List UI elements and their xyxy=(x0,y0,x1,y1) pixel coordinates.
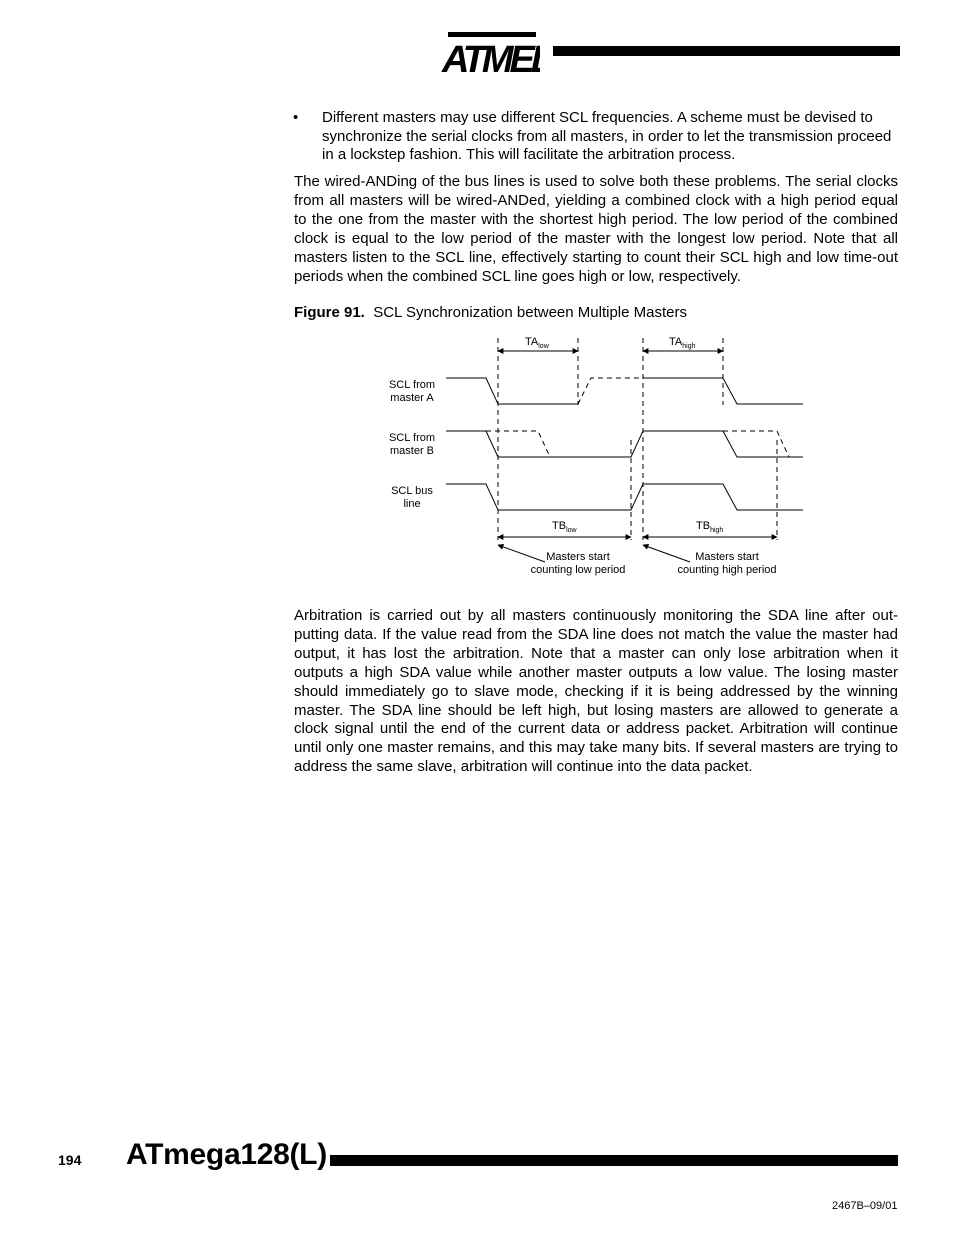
note-low-line-2: counting low period xyxy=(530,564,626,576)
note-low-pointer xyxy=(498,545,545,562)
signal-b-label-1: SCL from xyxy=(388,432,436,444)
signal-bus-line xyxy=(446,484,803,510)
signal-a-label-1: SCL from xyxy=(388,379,436,391)
body-paragraph-2: Arbitration is carried out by all masters continuously monitoring the SDA line after out-putting data. If the value read from the SDA line does not match the value the master had output, it has lost the arbitration. Note that a master can only lose arbitration when it outputs a high SDA value while another master outputs a low value. The losing master should immediately go to slave mode, checking if it is being addressed by the winning master. The SDA line should be left high, but losing masters are allowed to generate a clock signal until the end of the current data or address packet. Arbitration will continue until only one master remains, and this may take many bits. If several masters are trying to address the same slave, arbitration will continue into the data packet. xyxy=(294,607,898,776)
note-high-pointer xyxy=(643,545,690,562)
note-low-line-1: Masters start xyxy=(546,551,610,563)
bullet-symbol: • xyxy=(293,109,299,126)
signal-b-label-2: master B xyxy=(389,445,435,457)
figure-caption xyxy=(294,304,687,321)
ta-high-label: $TA_{high}$ xyxy=(669,336,696,350)
footer-rule xyxy=(330,1155,898,1166)
logo-text: ATMEL xyxy=(442,39,540,78)
page-number: 194 xyxy=(58,1152,82,1168)
header-rule xyxy=(553,46,900,56)
atmel-logo xyxy=(440,30,540,78)
bullet-item: Different masters may use different SCL frequencies. A scheme must be devised to synchronize the serial clocks from all masters, in order to let the transmission proceed in a lockstep fashion. This will facilitate the arbitration process. xyxy=(322,109,892,164)
signal-master-a xyxy=(446,378,803,404)
figure-label: Figure 91. xyxy=(294,304,365,321)
body-paragraph-1: The wired-ANDing of the bus lines is used to solve both these problems. The serial clocks from all masters will be wired-ANDed, yielding a combined clock with a high period equal to the one from the master with the shortest high period. The low period of the combined clock is equal to the low period of the master with the longest low period. Note that all masters listen to the SCL line, effectively starting to count their SCL high and low time-out periods when the combined SCL line goes high or low, respectively. xyxy=(294,173,898,285)
document-title: ATmega128(L) xyxy=(126,1138,327,1171)
signal-bus-label-1: SCL bus xyxy=(391,485,433,497)
note-high-line-1: Masters start xyxy=(695,551,759,563)
tb-high-label: $TB_{high}$ xyxy=(696,520,724,534)
tb-low-label: $TB_{low}$ xyxy=(552,520,577,534)
scl-timing-diagram xyxy=(380,328,820,583)
signal-master-b xyxy=(446,431,803,457)
signal-a-label-2: master A xyxy=(390,392,434,404)
figure-title: SCL Synchronization between Multiple Masters xyxy=(373,304,687,321)
note-high-line-2: counting high period xyxy=(677,564,777,576)
signal-bus-label-2: line xyxy=(403,498,421,510)
document-code: 2467B–09/01 xyxy=(832,1200,898,1212)
ta-low-label: $TA_{low}$ xyxy=(525,336,549,350)
